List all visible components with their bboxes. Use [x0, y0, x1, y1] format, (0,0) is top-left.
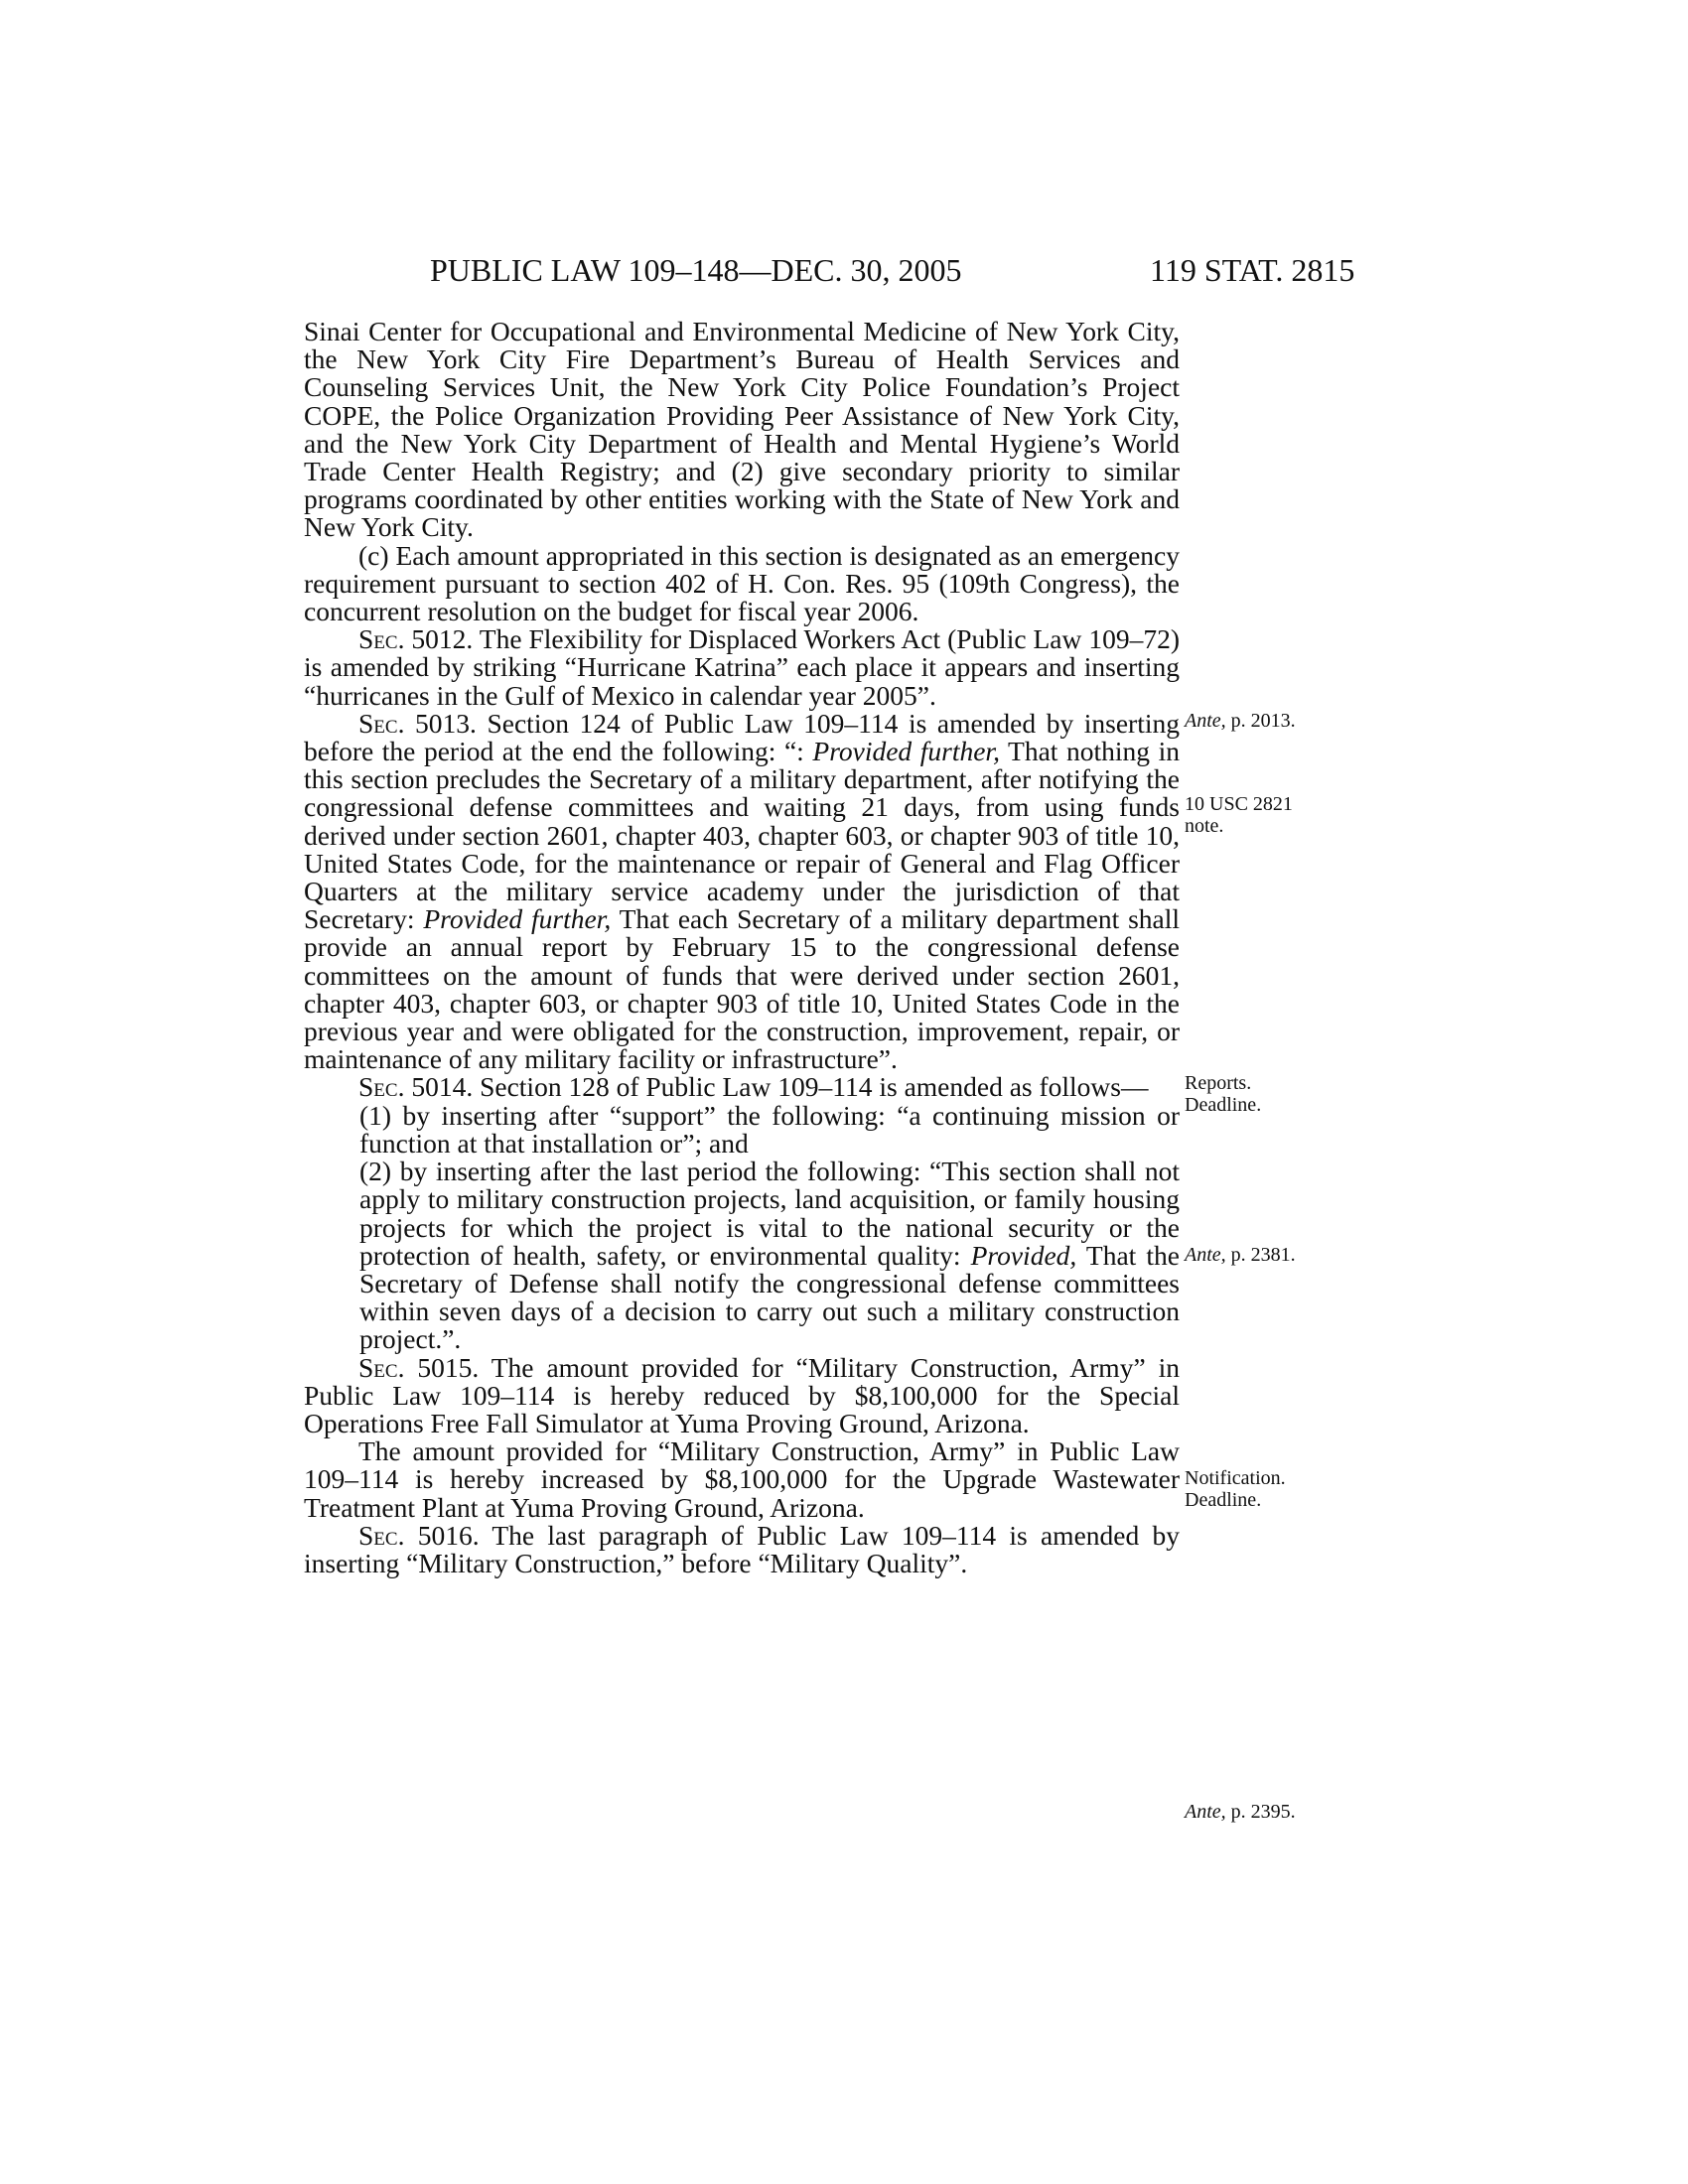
margin-note-ante-2381	[1185, 1244, 1296, 1266]
section-text: 5014. Section 128 of Public Law 109–114 is amended as follows—	[411, 1071, 1149, 1103]
margin-note-ante: Ante,	[1185, 710, 1226, 732]
section-5016	[304, 1519, 1180, 1578]
provided-further-clause: Provided further,	[812, 736, 1000, 767]
section-label: Sec.	[358, 1071, 405, 1103]
section-5015	[304, 1351, 1180, 1438]
paragraph-sinai-center	[304, 318, 1180, 542]
section-text: That nothing in this section precludes the Secretary of a military department, after notifying the congressional defense committees and waiting 21 days, from using funds derived under section 2601, chapter 403, chapter 603, or chapter 903 of title 10, United States Code, for the maintenance or repair of General and Flag Officer Quarters at the military service academy under the jurisdiction of that Secretary:	[304, 736, 1181, 935]
section-text: 5012. The Flexibility for Displaced Workers Act (Public Law 109–72) is amended by striking “Hurricane Katrina” each place it appears and inserting “hurricanes in the Gulf of Mexico in calendar year 2005”.	[304, 623, 1180, 711]
margin-note-usc-2821	[1185, 793, 1293, 837]
margin-note-line: Notification.	[1185, 1467, 1286, 1489]
margin-note-notification-deadline	[1185, 1467, 1286, 1511]
margin-note-line: 10 USC 2821	[1185, 793, 1293, 815]
section-5012	[304, 625, 1180, 710]
header-title: PUBLIC LAW 109–148—DEC. 30, 2005	[430, 252, 962, 288]
margin-note-line: Reports.	[1185, 1072, 1252, 1094]
section-5014	[304, 1073, 1180, 1101]
margin-note-line: note.	[1185, 815, 1224, 837]
item-text: That the Secretary of Defense shall notify the congressional defense committees within seven days of a decision to carry out such a military construction project.”.	[359, 1239, 1180, 1355]
section-label: Sec.	[358, 623, 405, 655]
paragraph-text: The amount provided for “Military Construction, Army” in Public Law 109–114 is hereby increased by $8,100,000 for the Upgrade Wastewater Treatment Plant at Yuma Proving Ground, Arizona.	[304, 1435, 1180, 1523]
margin-note-line: Deadline.	[1185, 1489, 1262, 1511]
section-5013	[304, 707, 1181, 1075]
margin-note-line: Deadline.	[1185, 1094, 1262, 1116]
provided-further-clause: Provided further,	[423, 903, 612, 935]
section-text: 5016. The last paragraph of Public Law 109–114 is amended by inserting “Military Construction,” before “Military Quality”.	[304, 1519, 1180, 1578]
margin-note-ante: Ante,	[1185, 1244, 1226, 1266]
section-5014-item-1	[304, 1099, 1180, 1159]
paragraph-wastewater-increase	[304, 1437, 1180, 1522]
item-text: (2) by inserting after the last period the following: “This section shall not apply to military construction projects, land acquisition, or family housing projects for which the project is vital to the national security or the protection of health, safety, or environmental quality:	[359, 1156, 1180, 1271]
header-stat-citation: 119 STAT. 2815	[1150, 252, 1355, 288]
margin-note-page: p. 2381.	[1230, 1244, 1296, 1266]
section-label: Sec.	[358, 1519, 405, 1551]
section-text: That each Secretary of a military department shall provide an annual report by February 15 to the congressional defense committees on the amount of funds that were derived under section 2601, chapter 403, chapter 603, or chapter 903 of title 10, United States Code in the previous year and were obligated for the construction, improvement, repair, or maintenance of any military facility or infrastructure”.	[304, 903, 1181, 1075]
section-text: 5013. Section 124 of Public Law 109–114 is amended by inserting before the period at the end the following: “:	[304, 707, 1180, 767]
body-text	[304, 318, 1180, 1577]
margin-note-reports-deadline	[1185, 1072, 1261, 1116]
section-text: 5015. The amount provided for “Military Construction, Army” in Public Law 109–114 is hereby reduced by $8,100,000 for the Special Operations Free Fall Simulator at Yuma Proving Ground, Arizona.	[304, 1351, 1180, 1438]
paragraph-text: (c) Each amount appropriated in this section is designated as an emergency requirement pursuant to section 402 of H. Con. Res. 95 (109th Congress), the concurrent resolution on the budget for fiscal year 2006.	[304, 539, 1180, 627]
section-label: Sec.	[358, 1351, 405, 1383]
paragraph-text: Sinai Center for Occupational and Environmental Medicine of New York City, the New York City Fire Department’s Bureau of Health Services and Counseling Services Unit, the New York City Police Foundation’s Project COPE, the Police Organization Providing Peer Assistance of New York City, and the New York City Department of Health and Mental Hygiene’s World Trade Center Health Registry; and (2) give secondary priority to similar programs coordinated by other entities working with the State of New York and New York City.	[304, 316, 1180, 543]
section-5014-item-2	[304, 1158, 1180, 1353]
section-label: Sec.	[358, 707, 405, 739]
margin-note-ante-2013	[1185, 710, 1296, 732]
margin-note-ante-2395	[1185, 1801, 1296, 1823]
margin-note-page: p. 2395.	[1230, 1801, 1296, 1823]
paragraph-emergency-requirement	[304, 539, 1180, 627]
provided-clause: Provided,	[970, 1239, 1077, 1271]
margin-note-page: p. 2013.	[1230, 710, 1296, 732]
margin-note-ante: Ante,	[1185, 1801, 1226, 1823]
item-text: (1) by inserting after “support” the following: “a continuing mission or function at that installation or”; and	[359, 1099, 1180, 1159]
